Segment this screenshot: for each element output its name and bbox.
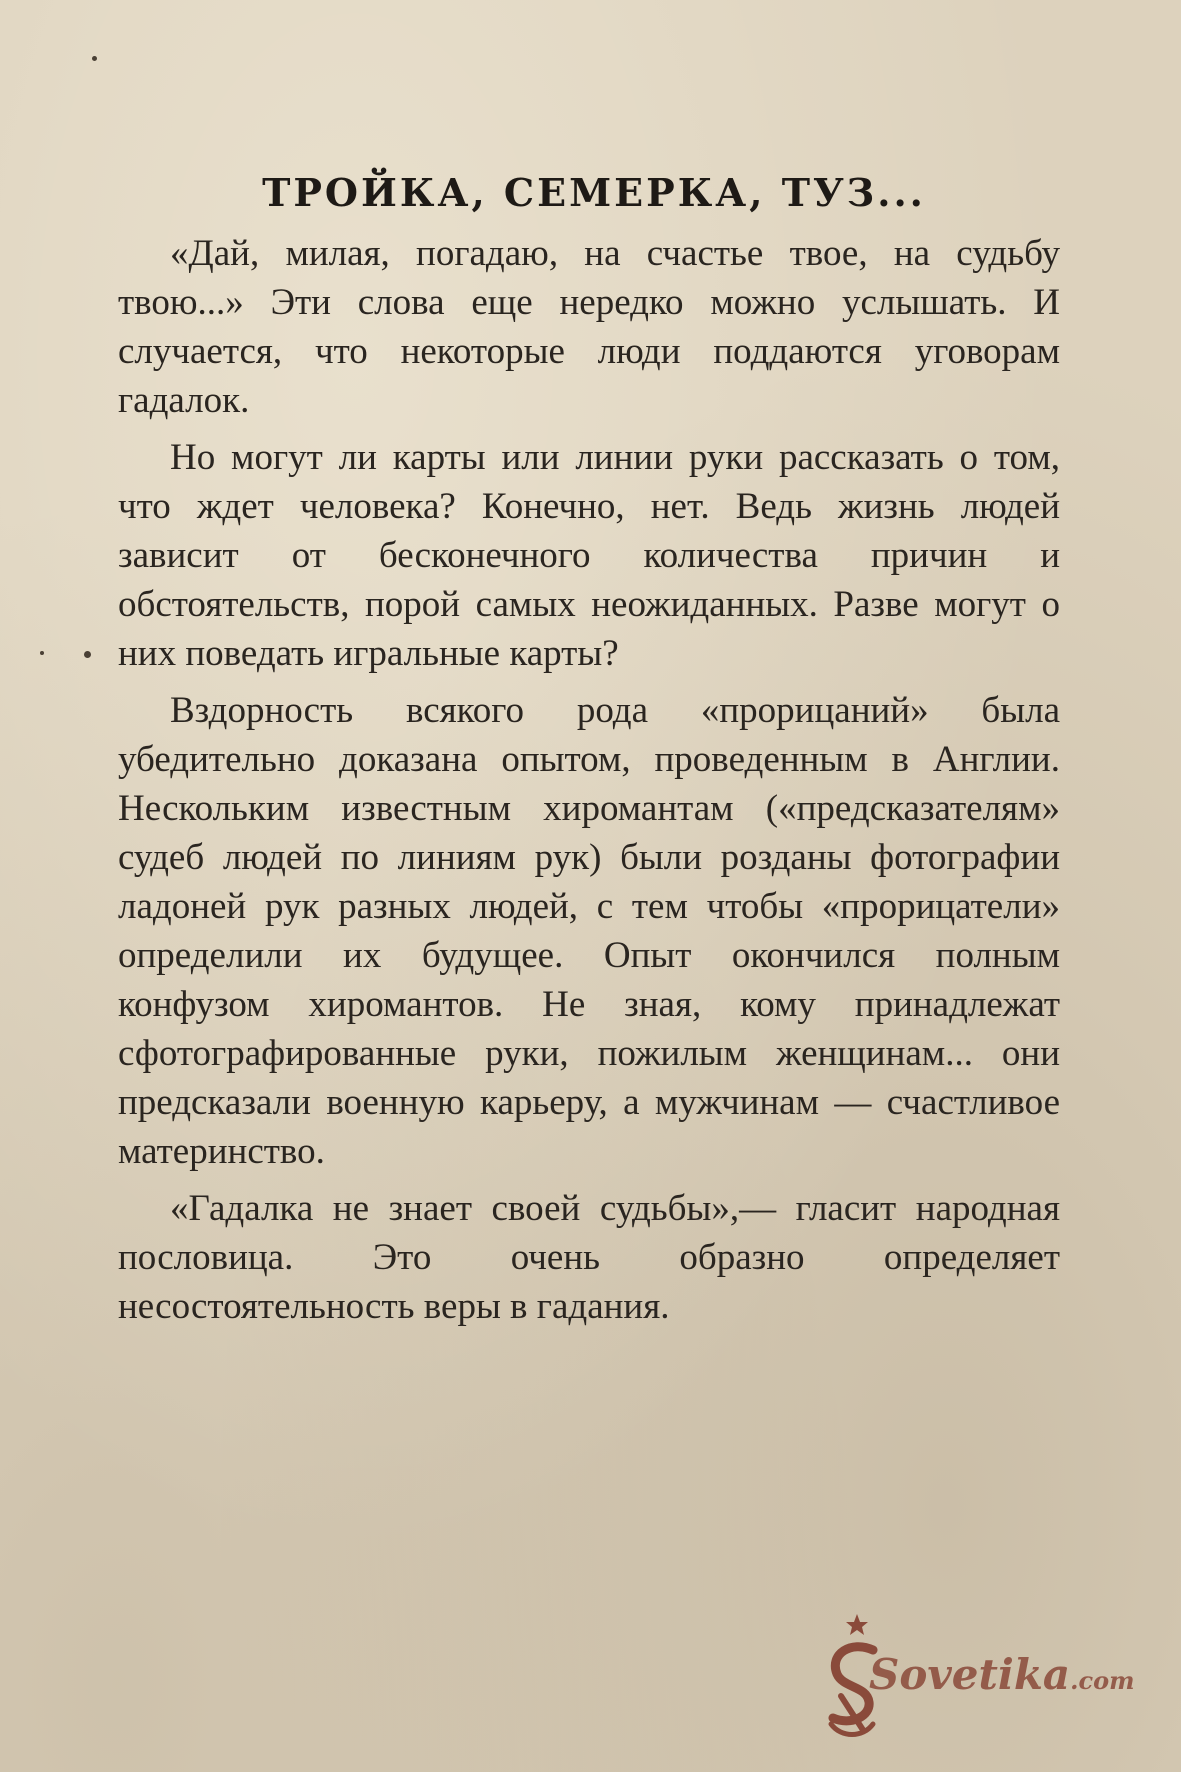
watermark-text: [869, 1650, 1135, 1699]
article-title: ТРОЙКА, СЕМЕРКА, ТУЗ...: [262, 170, 926, 215]
watermark-main: Sovetika: [869, 1650, 1071, 1699]
paragraph-3: Вздорность всякого рода «прорицаний» была убедительно доказана опытом, проведенным в Англии. Нескольким известным хиромантам («предсказателям» судеб людей по линиям рук) были розданы фотографии ладоней рук разных людей, с тем чтобы «прорицатели» определили их будущее. Опыт окончился полным конфузом хиромантов. Не зная, кому принадлежат сфотографированные руки, пожилым женщинам... они предсказали военную карьеру, а мужчинам — счастливое материнство.: [118, 690, 1060, 1172]
paper-speck: [40, 651, 44, 655]
sovetika-watermark: [811, 1612, 1141, 1742]
paragraph-1: «Дай, милая, погадаю, на счастье твое, на судьбу твою...» Эти слова еще нередко можно услышать. И случается, что некоторые люди поддаются уговорам гадалок.: [118, 233, 1060, 421]
paper-speck: [92, 56, 97, 61]
article: [118, 170, 1060, 1339]
paragraph-2: Но могут ли карты или линии руки рассказать о том, что ждет человека? Конечно, нет. Ведь жизнь людей зависит от бесконечного количества причин и обстоятельств, порой самых неожиданных. Разве могут о них поведать игральные карты?: [118, 437, 1060, 674]
paragraph-4: «Гадалка не знает своей судьбы»,— гласит народная пословица. Это очень образно определяет несостоятельность веры в гадания.: [118, 1188, 1060, 1327]
paper-speck: [84, 651, 91, 658]
watermark-suffix: .com: [1070, 1666, 1135, 1695]
